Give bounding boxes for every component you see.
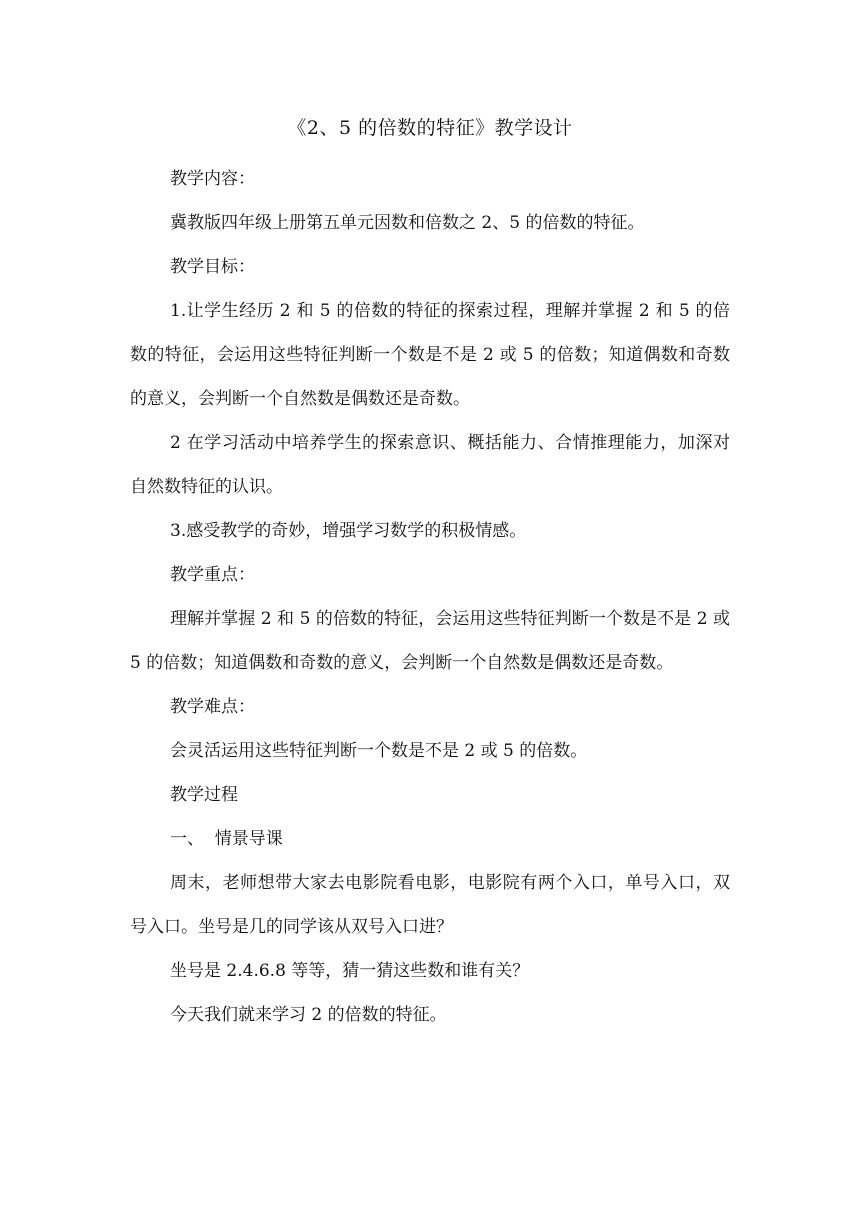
heading-teaching-goals: 教学目标： — [170, 257, 255, 277]
paragraph-difficult-points: 会灵活运用这些特征判断一个数是不是 2 或 5 的倍数。 — [170, 741, 588, 761]
paragraph-cinema: 周末，老师想带大家去电影院看电影，电影院有两个入口，单号入口，双号入口。坐号是几的同学该从双号入口进？ — [130, 873, 730, 937]
paragraph-goal-1: 1.让学生经历 2 和 5 的倍数的特征的探索过程，理解并掌握 2 和 5 的倍数的特征，会运用这些特征判断一个数是不是 2 或 5 的倍数；知道偶数和奇数的意义，会判断一个自然数是偶数还是奇数。 — [130, 301, 730, 409]
heading-teaching-content: 教学内容： — [170, 169, 255, 189]
heading-difficult-points: 教学难点： — [170, 697, 255, 717]
document-body — [130, 157, 730, 1037]
paragraph-seat-numbers: 坐号是 2.4.6.8 等等，猜一猜这些数和谁有关？ — [170, 961, 530, 981]
heading-teaching-process: 教学过程 — [170, 785, 238, 805]
paragraph-today-topic: 今天我们就来学习 2 的倍数的特征。 — [170, 1005, 447, 1025]
heading-key-points: 教学重点： — [170, 565, 255, 585]
document-title: 《2、5 的倍数的特征》教学设计 — [287, 117, 573, 139]
section-scenario-intro: 一、 情景导课 — [170, 829, 283, 849]
paragraph-goal-3: 3.感受教学的奇妙，增强学习数学的积极情感。 — [170, 521, 527, 541]
paragraph-key-points: 理解并掌握 2 和 5 的倍数的特征，会运用这些特征判断一个数是不是 2 或 5 的倍数；知道偶数和奇数的意义，会判断一个自然数是偶数还是奇数。 — [130, 609, 730, 673]
paragraph-content-text: 冀教版四年级上册第五单元因数和倍数之 2、5 的倍数的特征。 — [170, 213, 645, 233]
paragraph-goal-2: 2 在学习活动中培养学生的探索意识、概括能力、合情推理能力，加深对自然数特征的认识。 — [130, 433, 730, 497]
